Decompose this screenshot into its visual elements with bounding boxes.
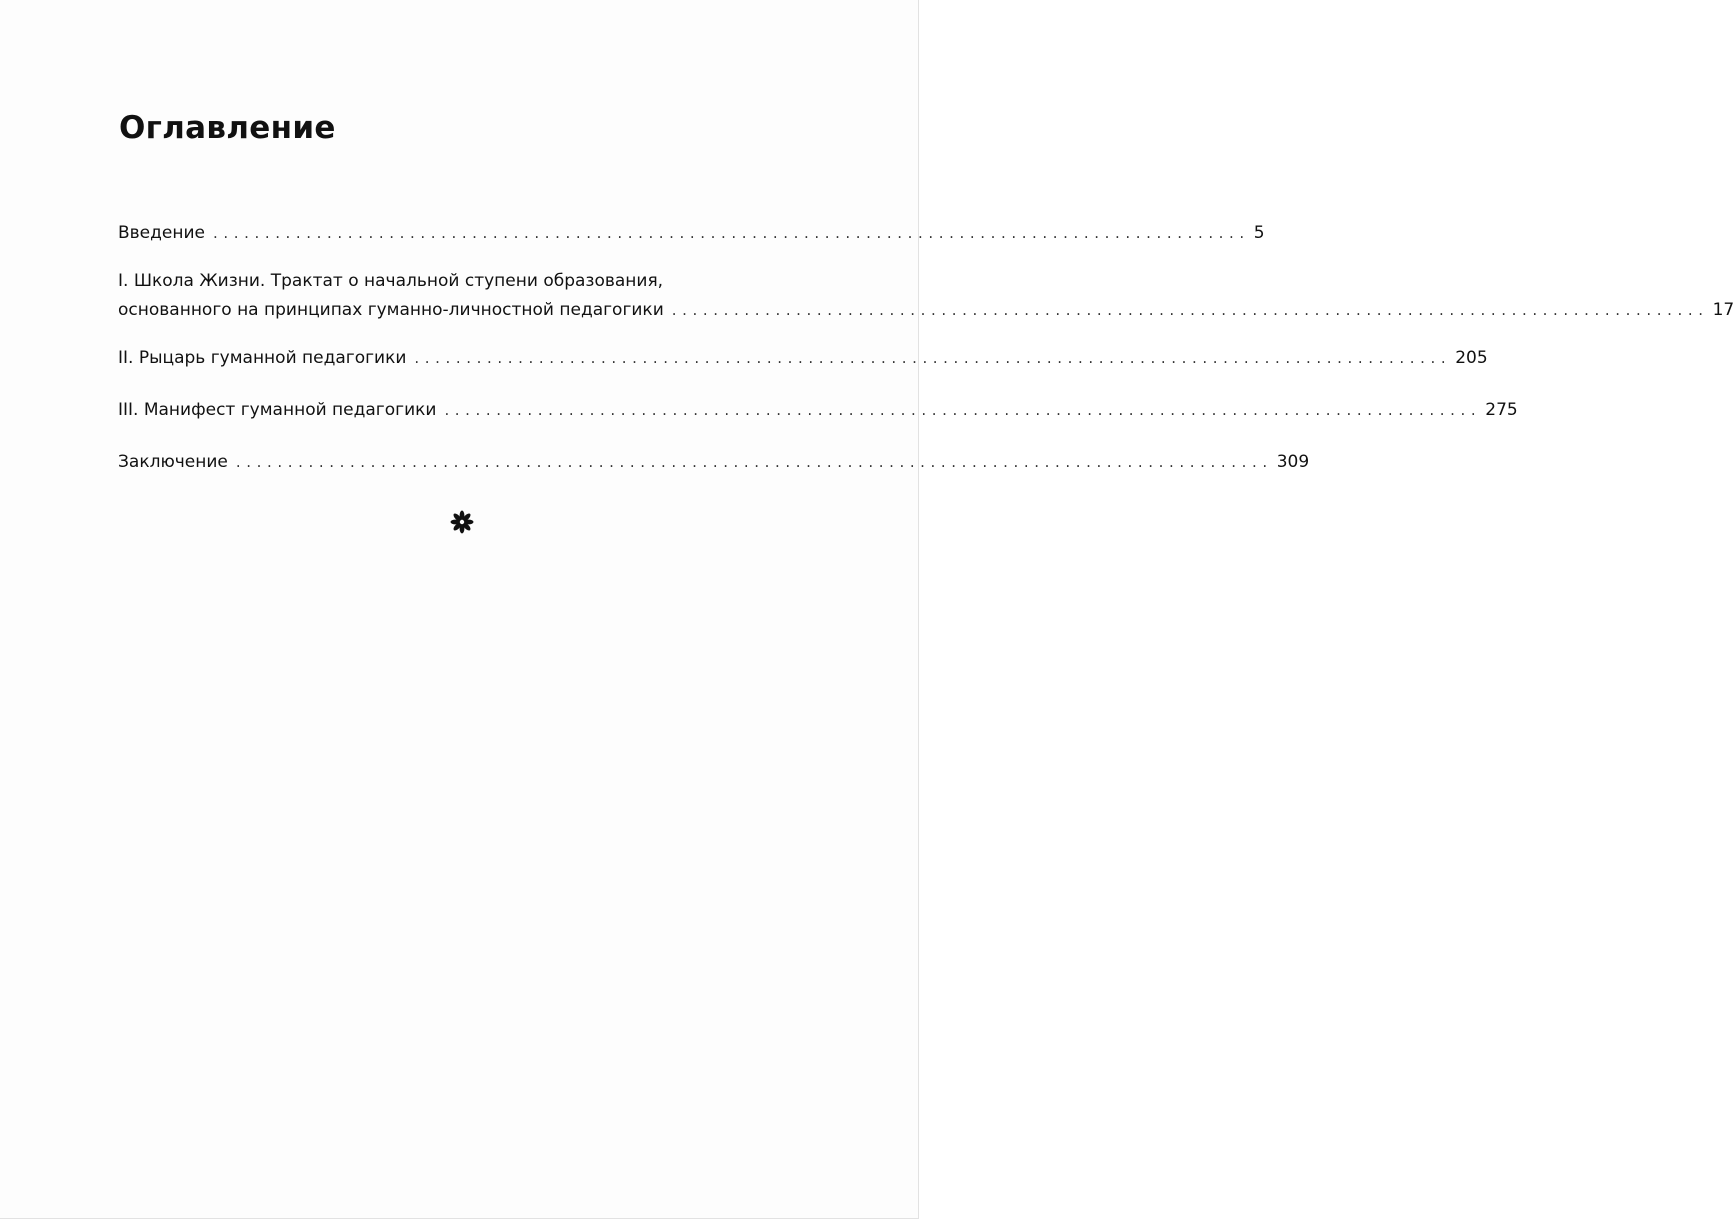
leader-dots: .................................................................................................... [671, 301, 1709, 319]
leader-dots: .................................................................................................... [212, 224, 1250, 242]
toc-entry-title: Введение [118, 223, 205, 243]
toc-entry-knight [118, 344, 1488, 373]
toc-entry-title: Заключение [118, 452, 228, 472]
toc-entry-manifesto [118, 396, 1518, 425]
toc-entry-page: 5 [1253, 223, 1265, 243]
toc-entry-title: II. Рыцарь гуманной педагогики [118, 348, 407, 368]
page-title: Оглавление [119, 110, 336, 146]
toc-entry-page: 309 [1276, 452, 1310, 472]
leader-dots: .................................................................................................... [444, 401, 1482, 419]
leader-dots: .................................................................................................... [414, 349, 1452, 367]
toc-entry-page: 275 [1485, 400, 1518, 420]
toc-entry-page: 205 [1455, 348, 1488, 368]
flower-ornament-icon [450, 510, 474, 534]
toc-entry-title-line2: основанного на принципах гуманно-личностной педагогики [118, 300, 664, 320]
toc-entry-title-line1: I. Школа Жизни. Трактат о начальной ступени образования, [118, 271, 664, 291]
toc-entry-title: III. Манифест гуманной педагогики [118, 400, 437, 420]
toc-entry-conclusion [118, 448, 1310, 477]
toc-entry-introduction [118, 219, 1265, 248]
toc-entry-page: 17 [1712, 300, 1734, 320]
toc-entry-school-of-life [118, 267, 1734, 325]
leader-dots: .................................................................................................... [235, 453, 1273, 471]
